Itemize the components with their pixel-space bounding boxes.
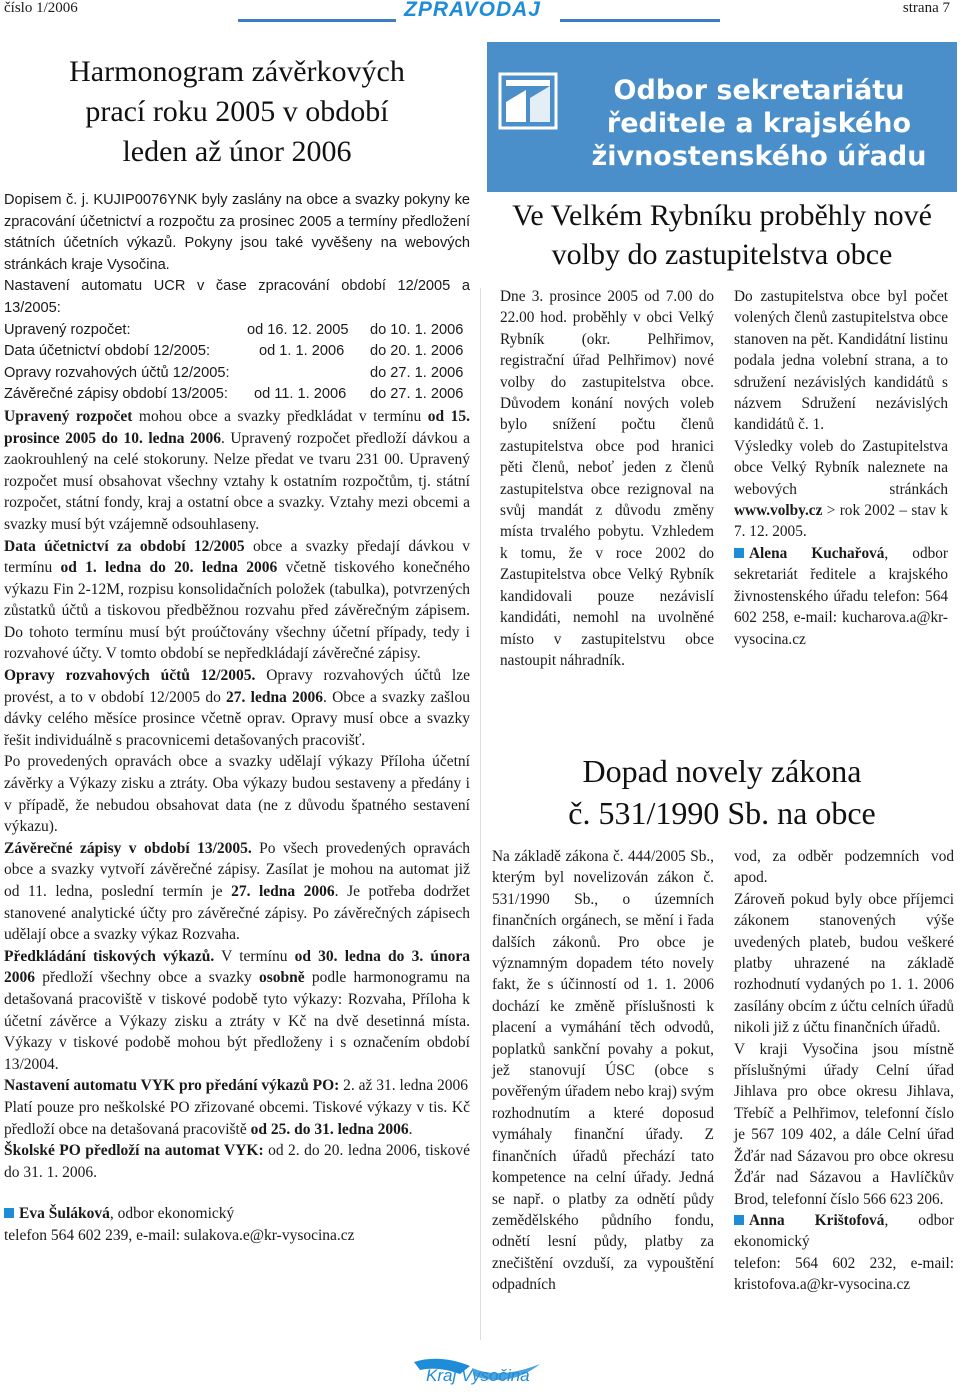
article-volby-col2: Do zastupitelstva obce byl počet volených členů zastupitelstva obce stanoven na pět. Kandidátní listinu podala jedna volební strana, a to sdružení nezávislých kandidátů s názvem Sdružení nezávislých kandidátů č. 1. Výsledky voleb do Zastupitelstva obce Velký Rybník naleznete na webových stránkách www.volby.cz > rok 2002 – stav k 7. 12. 2005. Alena Kuchařová, odbor sekretariát ředitele a krajského živnostenského úřadu telefon: 564 602 258, e-mail: kucharova.a@kr-vysocina.cz [734, 286, 948, 650]
paragraph-upraveny: Upravený rozpočet mohou obce a svazky předkládat v termínu od 15. prosince 2005 do 10. ledna 2006. Upravený rozpočet předloží dávkou a zaokrouhlený na celé stokoruny. Nelze předat ve tvaru 231 00. Upravený rozpočet musí obsahovat všechny vztahy k ostatním rozpočtům, tj. státní rozpočet, státní fondy, kraj a ostatní obce a svazky. Vztahy mezi obcemi a svazky musí být vzájemně odsouhlaseny. [4, 407, 470, 533]
paragraph-data: Data účetnictví za období 12/2005 obce a svazky předají dávkou v termínu od 1. ledna do 20. ledna 2006 včetně tiskového konečného výkazu Fin 2-12M, rozpisu konsolidačních položek (tabulka), potvrzených zůstatků účtů a tiskovou předběžnou rozvahu před závěrečným zápisem. Do tohoto termínu musí být proúčtovány všechny účetní případy, tedy i rozvahové účty. V tomto období se nepředkládají závěrečné zápisy. [4, 537, 471, 663]
paragraph-vyk: Nastavení automatu VYK pro předání výkazů PO: 2. až 31. ledna 2006 [4, 1077, 468, 1095]
article-novela-col2: vod, za odběr podzemních vod apod. Zároveň pokud byly obce příjemci zákonem stanovených výše uvedených plateb, budou veškeré platby uhrazené na základě rozhodnutí vydaných po 1. 1. 2006 zasílány obcím z účtu celních úřadů nikoli již z účtu finančních úřadů. V kraji Vysočina jsou místně příslušnými úřady Celní úřad Jihlava pro obce okresu Jihlava, Třebíč a Pelhřimov, telefonní číslo je 567 109 402, a dále Celní úřad Žďár nad Sázavou pro obce okresu Žďár nad Sázavou a Havlíčkův Brod, telefonní číslo 566 623 206. Anna Krištofová, odbor ekonomický telefon: 564 602 232, e-mail: kristofova.a@kr-vysocina.cz [734, 848, 954, 1294]
article-title-novela: Dopad novely zákona č. 531/1990 Sb. na obce [568, 753, 876, 831]
schedule-table [4, 320, 470, 406]
schedule-row: Data účetnictví období 12/2005: od 1. 1. 2006 do 20. 1. 2006 [4, 343, 464, 360]
author-signature: Alena Kuchařová, odbor sekretariát ředitele a krajského živnostenského úřadu telefon: 564 602 258, e-mail: kucharova.a@kr-vysocina.cz [734, 544, 948, 648]
header-rule-right [560, 19, 720, 22]
newspaper-icon [498, 72, 558, 130]
paragraph-zaverecne: Závěrečné zápisy v období 13/2005. Po všech provedených opravách obce a svazky vytvoří závěrečné zápisy. Zasílat je mohou na automat již od 11. ledna, poslední termín je 27. ledna 2006. Je potřeba dodržet stanovené analytické účty pro závěrečné zápisy. Po závěrečných zápisech udělají obce a svazky výkaz Rozvaha. [4, 839, 470, 944]
author-signature: Eva Šuláková, odbor ekonomický [4, 1203, 470, 1225]
author-contact: telefon 564 602 239, e-mail: sulakova.e@kr-vysocina.cz [4, 1226, 355, 1244]
left-column [4, 52, 470, 1247]
page-number: strana 7 [902, 0, 950, 16]
paragraph-skolske: Školské PO předloží na automat VYK: od 2. do 20. ledna 2006, tiskové do 31. 1. 2006. [4, 1142, 470, 1181]
schedule-row: Upravený rozpočet: od 16. 12. 2005 do 10. 1. 2006 [4, 321, 464, 338]
paragraph-provedenych: Po provedených opravách obce a svazky udělají výkazy Příloha účetní závěrky a Výkazy zisku a ztráty. Oba výkazy budou sestaveny a předány i v případě, že nebudou obsahovat data (ne z důvodu špatného sestavení výkazu). [4, 753, 470, 836]
column-divider [480, 288, 481, 1340]
article-volby-col1: Dne 3. prosince 2005 od 7.00 do 22.00 hod. proběhly v obci Velký Rybník (okr. Pelhřimov, registrační úřad Pelhřimov) nové volby do zastupitelstva obce. Důvodem konání nových voleb bylo snížení počtu členů zastupitelstva obce pod hranici pěti členů, neboť jeden z členů zastupitelstva obce rezignoval na svůj mandát z důvodu změny místa trvalého pobytu. Vzhledem k tomu, že v roce 2002 do Zastupitelstva obce Velký Rybník kandidovali pouze nezávislí kandidáti, nemohl na uvolněné místo v zastupitelstvu obce nastoupit náhradník. [500, 288, 714, 669]
schedule-row: Opravy rozvahových účtů 12/2005: do 27. 1. 2006 [4, 364, 464, 381]
paragraph-tiskove: Předkládání tiskových výkazů. V termínu od 30. ledna do 3. února 2006 předloží všechny obce a svazky osobně podle harmonogramu na detašovaná pracoviště v tiskové podobě tyto výkazy: Rozvaha, Příloha k účetní závěrce a Výkazy zisku a ztráty v Kč na dvě desetinná místa. Výkazy v tiskové podobě mohou být předloženy i s označením období 13/2004. [4, 947, 470, 1073]
issue-number: číslo 1/2006 [4, 0, 78, 16]
department-title: Odbor sekretariátu ředitele a krajského živnostenského úřadu [591, 75, 927, 172]
bullet-square-icon [734, 548, 744, 558]
paragraph-po: Platí pouze pro neškolské PO zřizované obcemi. Tiskové výkazy v tis. Kč předloží obce na detašovaná pracoviště od 25. do 31. ledna 2006. [4, 1098, 470, 1138]
paragraph-opravy: Opravy rozvahových účtů 12/2005. Opravy rozvahových účtů lze provést, a to v období 12/2005 do 27. ledna 2006. Obce a svazky zašlou dávky celého měsíce prosince včetně oprav. Opravy musí obce a svazky řešit individuálně s pracovnicemi detašovaných pracovišť. [4, 667, 470, 749]
article-title: Harmonogram závěrkových prací roku 2005 v období leden až únor 2006 [69, 55, 405, 168]
schedule-row: Závěrečné zápisy období 13/2005: od 11. 1. 2006 do 27. 1. 2006 [4, 386, 464, 403]
ucr-heading: Nastavení automatu UCR v čase zpracování období 12/2005 a 13/2005: [4, 278, 470, 316]
article-novela-col1: Na základě zákona č. 444/2005 Sb., kterým byl novelizován zákon č. 531/1990 Sb., o územních finančních orgánech, se mění i řada dalších zákonů. Pro obce je významným dopadem této novely fakt, že s účinností od 1. 1. 2006 dochází ke změně příslušnosti k placení a vymáhání těch odvodů, poplatků sankční povahy a pokut, jež stanovují ÚSC (obce s pověřeným úřadem nebo kraj) svým rozhodnutím a které doposud vymáhaly finanční úřady. Z finančních úřadů přechází tato kompetence na celní úřady. Jedná se např. o platby za odnětí půdy zemědělského půdního fondu, odnětí lesní půdy, platby za znečištění ovzduší, za vypouštění odpadních [492, 848, 714, 1294]
header-rule-left [238, 19, 396, 22]
intro-paragraph: Dopisem č. j. KUJIP0076YNK byly zaslány na obce a svazky pokyny ke zpracování účetnictví a rozpočtu za prosinec 2005 a termíny předložení státních účetních výkazů. Pokyny jsou také vyvěšeny na webových stránkách kraje Vysočina. [4, 192, 470, 273]
footer-logo-text: Kraj Vysočina [426, 1366, 530, 1385]
author-signature: Anna Krištofová, odbor ekonomický [734, 1211, 954, 1251]
newsletter-title: ZPRAVODAJ [404, 0, 541, 21]
bullet-square-icon [4, 1208, 14, 1218]
bullet-square-icon [734, 1215, 744, 1225]
article-title-volby: Ve Velkém Rybníku proběhly nové volby do zastupitelstva obce [512, 199, 932, 271]
